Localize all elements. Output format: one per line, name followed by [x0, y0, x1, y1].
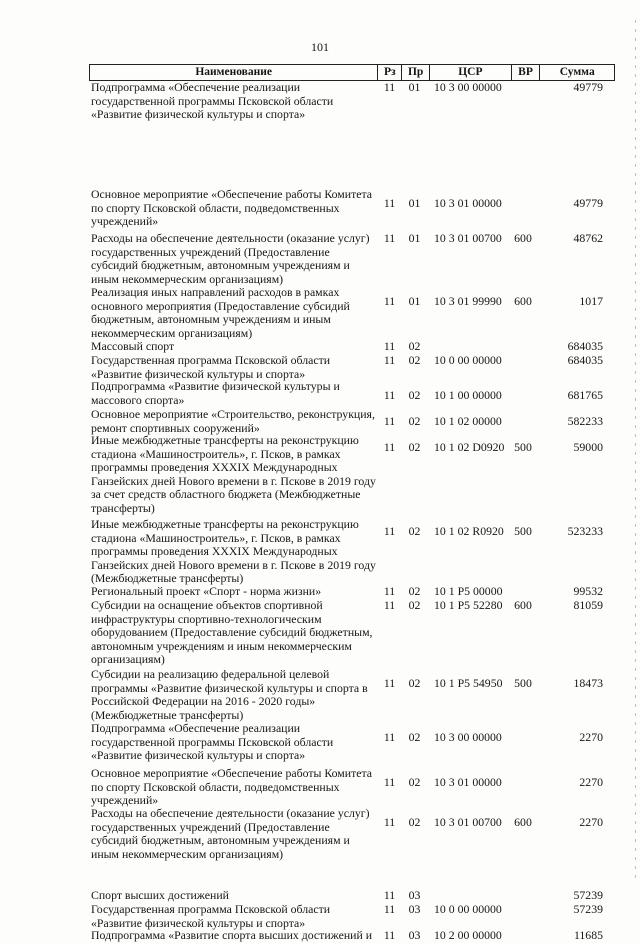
header-name: Наименование — [90, 65, 378, 80]
table-row — [89, 81, 615, 122]
cell-rz: 11 — [383, 414, 396, 428]
cell-name: Спорт высших достижений — [91, 888, 229, 902]
cell-vr: 500 — [514, 524, 532, 538]
cell-csr — [428, 889, 509, 903]
cell-rz: 11 — [383, 231, 396, 245]
cell-pr: 03 — [408, 928, 421, 942]
table-row — [89, 188, 615, 229]
cell-name: Массовый спорт — [91, 339, 175, 353]
cell-name: Основное мероприятие «Обеспечение работы Комитета по спорту Псковской области, подведомственных учреждений» — [91, 187, 373, 228]
table-row — [89, 354, 615, 381]
cell-vr: 600 — [514, 598, 532, 612]
cell-pr: 01 — [408, 80, 421, 94]
scan-edge-artifact — [635, 20, 636, 880]
table-row — [89, 807, 615, 861]
cell-sum: 2270 — [579, 815, 603, 829]
table-row — [89, 722, 615, 763]
cell-rz: 11 — [383, 676, 396, 690]
cell-csr: 10 3 01 99990 — [434, 294, 502, 308]
table-row — [89, 599, 615, 667]
table-row — [89, 585, 615, 599]
table-header — [89, 64, 615, 81]
cell-vr — [509, 81, 537, 122]
cell-name: Субсидии на реализацию федеральной целевой программы «Развитие физической культуры и спорта в Российской Федерации на 2016 - 2020 годы» (Межбюджетные трансферты) — [91, 667, 368, 722]
cell-vr: 600 — [514, 231, 532, 245]
cell-csr: 10 3 01 00000 — [434, 775, 502, 789]
table-row — [89, 903, 615, 930]
cell-rz: 11 — [383, 353, 396, 367]
cell-csr: 10 3 01 00700 — [434, 231, 502, 245]
cell-sum: 2270 — [579, 775, 603, 789]
cell-pr: 02 — [408, 414, 421, 428]
cell-sum: 81059 — [573, 598, 603, 612]
cell-sum: 582233 — [567, 414, 603, 428]
cell-csr: 10 2 00 00000 — [434, 928, 502, 942]
cell-pr: 01 — [408, 231, 421, 245]
cell-csr: 10 0 00 00000 — [434, 353, 502, 367]
cell-csr: 10 1 P5 52280 — [434, 598, 503, 612]
cell-csr: 10 1 00 00000 — [434, 388, 502, 402]
cell-pr: 03 — [408, 902, 421, 916]
cell-rz: 11 — [383, 928, 396, 942]
cell-rz: 11 — [383, 524, 396, 538]
cell-vr — [509, 585, 537, 599]
cell-vr: 600 — [514, 294, 532, 308]
cell-name: Региональный проект «Спорт - норма жизни» — [91, 584, 322, 598]
cell-csr: 10 1 P5 00000 — [434, 584, 503, 598]
cell-pr: 02 — [408, 584, 421, 598]
cell-rz: 11 — [383, 815, 396, 829]
cell-pr: 02 — [408, 775, 421, 789]
cell-pr: 02 — [408, 353, 421, 367]
cell-rz: 11 — [383, 440, 396, 454]
cell-csr: 10 1 02 00000 — [434, 414, 502, 428]
cell-csr — [428, 340, 509, 354]
cell-vr — [509, 929, 537, 943]
cell-sum: 49779 — [573, 80, 603, 94]
cell-sum: 523233 — [567, 524, 603, 538]
cell-rz: 11 — [383, 80, 396, 94]
cell-rz: 11 — [383, 598, 396, 612]
cell-csr: 10 3 01 00000 — [434, 196, 502, 210]
cell-pr: 02 — [408, 815, 421, 829]
cell-vr — [509, 722, 537, 763]
cell-vr: 600 — [514, 815, 532, 829]
cell-pr: 02 — [408, 339, 421, 353]
cell-name: Основное мероприятие «Обеспечение работы Комитета по спорту Псковской области, подведомственных учреждений» — [91, 766, 373, 807]
cell-name: Подпрограмма «Обеспечение реализации государственной программы Псковской области «Развитие физической культуры и спорта» — [91, 721, 334, 762]
table-row — [89, 408, 615, 435]
cell-pr: 02 — [408, 730, 421, 744]
table-row — [89, 340, 615, 354]
cell-name: Расходы на обеспечение деятельности (оказание услуг) государственных учреждений (Предоставление субсидий бюджетным, автономным учреждениям и иным некоммерческим организациям) — [91, 231, 370, 286]
cell-csr: 10 3 00 00000 — [434, 730, 502, 744]
cell-rz: 11 — [383, 196, 396, 210]
cell-pr: 02 — [408, 676, 421, 690]
cell-rz: 11 — [383, 339, 396, 353]
cell-rz: 11 — [383, 730, 396, 744]
cell-sum: 1017 — [579, 294, 603, 308]
cell-csr: 10 1 02 D0920 — [434, 440, 505, 454]
cell-name: Государственная программа Псковской области «Развитие физической культуры и спорта» — [91, 902, 331, 930]
cell-sum: 18473 — [573, 676, 603, 690]
cell-vr — [509, 889, 537, 903]
cell-sum: 48762 — [573, 231, 603, 245]
cell-name: Иные межбюджетные трансферты на реконструкцию стадиона «Машиностроитель», г. Псков, в рамках программы проведения XXXIX Международных Ганзейских дней Нового времени в г. Пскове в 2019 году (Межбюджетные трансферты) — [91, 517, 376, 585]
cell-pr: 02 — [408, 524, 421, 538]
table-row — [89, 668, 615, 722]
cell-csr: 10 3 01 00700 — [434, 815, 502, 829]
cell-name: Субсидии на оснащение объектов спортивной инфраструктуры спортивно-технологическим оборудованием (Предоставление субсидий бюджетным, автономным учреждениям и иным некоммерческим организациям) — [91, 598, 373, 666]
cell-pr: 02 — [408, 598, 421, 612]
cell-rz: 11 — [383, 584, 396, 598]
cell-name: Основное мероприятие «Строительство, реконструкция, ремонт спортивных сооружений» — [91, 407, 375, 435]
cell-name: Подпрограмма «Развитие спорта высших достижений и — [91, 928, 373, 942]
cell-rz: 11 — [383, 388, 396, 402]
cell-sum: 99532 — [573, 584, 603, 598]
cell-name: Подпрограмма «Обеспечение реализации государственной программы Псковской области «Развитие физической культуры и спорта» — [91, 80, 334, 121]
cell-vr — [509, 903, 537, 930]
cell-rz: 11 — [383, 902, 396, 916]
cell-csr: 10 3 00 00000 — [434, 80, 502, 94]
cell-sum: 59000 — [573, 440, 603, 454]
cell-csr: 10 1 02 R0920 — [434, 524, 504, 538]
cell-vr — [509, 767, 537, 808]
table-row — [89, 380, 615, 407]
header-vr: ВР — [512, 65, 541, 80]
header-sum: Сумма — [559, 66, 595, 78]
cell-sum: 2270 — [579, 730, 603, 744]
cell-name: Подпрограмма «Развитие физической культуры и массового спорта» — [91, 379, 340, 407]
page-number: 101 — [311, 40, 329, 54]
cell-sum: 681765 — [567, 388, 603, 402]
cell-csr: 10 0 00 00000 — [434, 902, 502, 916]
cell-name: Расходы на обеспечение деятельности (оказание услуг) государственных учреждений (Предоставление субсидий бюджетным, автономным учреждениям и иным некоммерческим организациям) — [91, 806, 370, 861]
header-csr: ЦСР — [430, 65, 512, 80]
cell-pr: 01 — [408, 294, 421, 308]
cell-pr: 02 — [408, 388, 421, 402]
cell-vr: 500 — [514, 440, 532, 454]
table-row — [89, 434, 615, 515]
cell-pr: 01 — [408, 196, 421, 210]
cell-vr — [509, 188, 537, 229]
cell-sum: 684035 — [567, 353, 603, 367]
cell-sum: 57239 — [573, 902, 603, 916]
table-row — [89, 889, 615, 903]
header-rz: Рз — [378, 65, 402, 80]
cell-vr: 500 — [514, 676, 532, 690]
table-row — [89, 232, 615, 286]
cell-sum: 684035 — [567, 339, 603, 353]
cell-name: Реализация иных направлений расходов в рамках основного мероприятия (Предоставление субсидий бюджетным, автономным учреждениям и иным некоммерческим организациям) — [91, 285, 350, 340]
cell-sum: 11685 — [573, 928, 603, 942]
cell-vr — [509, 408, 537, 435]
cell-rz: 11 — [383, 775, 396, 789]
cell-rz: 11 — [383, 294, 396, 308]
cell-pr: 02 — [408, 440, 421, 454]
table-row — [89, 767, 615, 808]
cell-csr: 10 1 P5 54950 — [434, 676, 503, 690]
cell-name: Государственная программа Псковской области «Развитие физической культуры и спорта» — [91, 353, 331, 381]
cell-vr — [509, 340, 537, 354]
cell-name: Иные межбюджетные трансферты на реконструкцию стадиона «Машиностроитель», г. Псков, в рамках программы проведения XXXIX Международных Ганзейских дней Нового времени в г. Пскове в 2019 году за счет средств областного бюджета (Межбюджетные трансферты) — [91, 433, 376, 515]
header-pr: Пр — [402, 65, 430, 80]
budget-table — [89, 64, 615, 942]
table-row — [89, 286, 615, 340]
cell-vr — [509, 354, 537, 381]
cell-vr — [509, 380, 537, 407]
cell-sum: 49779 — [573, 196, 603, 210]
cell-rz: 11 — [383, 888, 396, 902]
cell-sum: 57239 — [573, 888, 603, 902]
table-row — [89, 518, 615, 586]
cell-pr: 03 — [408, 888, 421, 902]
table-row — [89, 929, 615, 943]
